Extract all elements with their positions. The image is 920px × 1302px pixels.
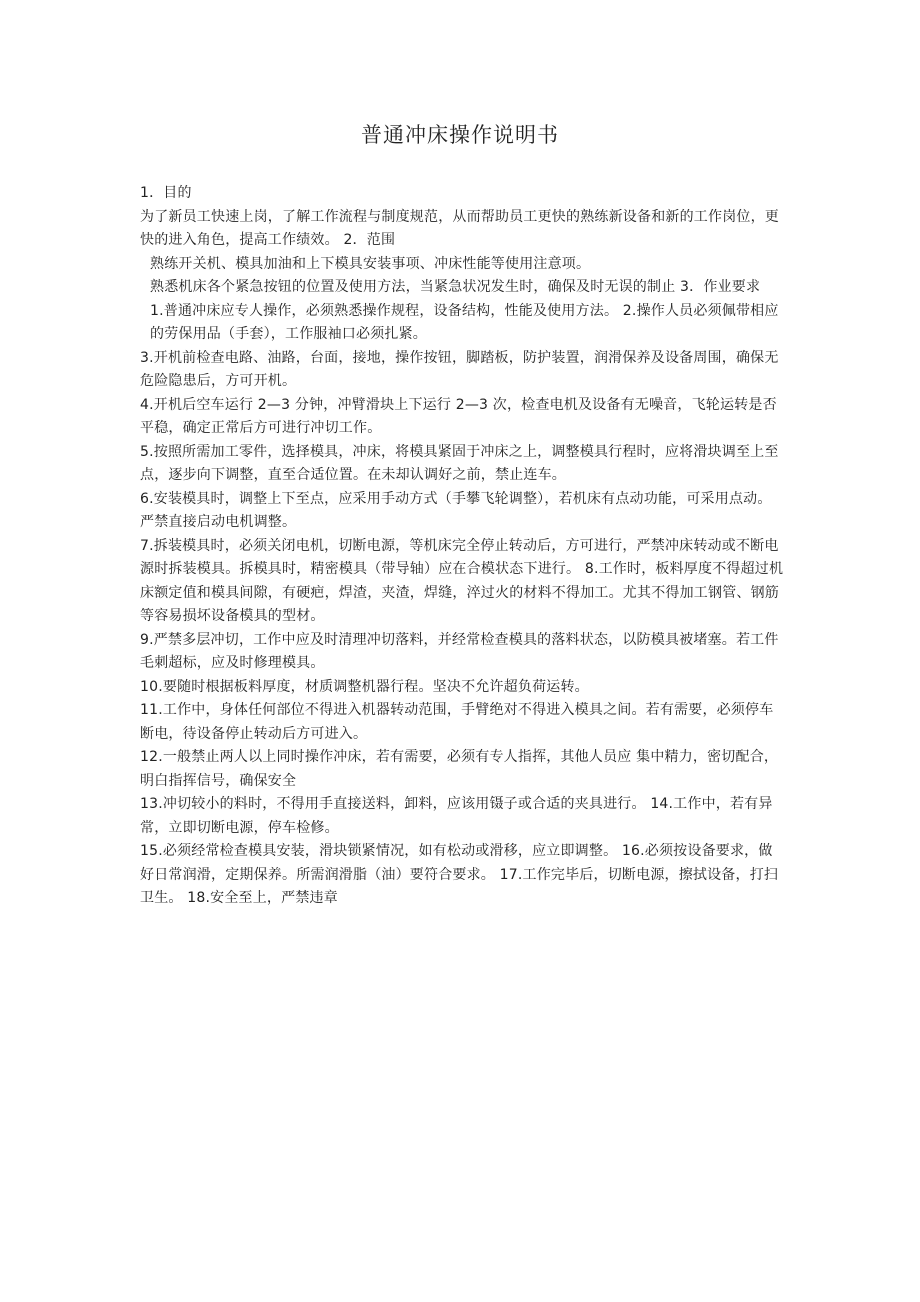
- document-body: [140, 182, 784, 911]
- paragraph-scope-2: 熟悉机床各个紧急按钮的位置及使用方法，当紧急状况发生时，确保及时无误的制止 3．作业要求: [150, 279, 761, 295]
- paragraph-requirement-5: 5.按照所需加工零件，选择模具，冲床，将模具紧固于冲床之上，调整模具行程时，应将滑块调至上至点，逐步向下调整，直至合适位置。在未却认调好之前，禁止连车。: [140, 443, 779, 483]
- paragraph-requirement-9: 9.严禁多层冲切，工作中应及时清理冲切落料，并经常检查模具的落料状态，以防模具被堵塞。若工件毛刺超标，应及时修理模具。: [140, 631, 779, 671]
- document-title: 普通冲床操作说明书: [361, 123, 559, 147]
- paragraph-requirement-4: 4.开机后空车运行 2—3 分钟，冲臂滑块上下运行 2—3 次，检查电机及设备有无噪音，飞轮运转是否平稳，确定正常后方可进行冲切工作。: [140, 396, 777, 436]
- paragraph-requirement-11: 11.工作中，身体任何部位不得进入机器转动范围，手臂绝对不得进入模具之间。若有需要，必须停车断电，待设备停止转动后方可进入。: [140, 702, 774, 742]
- paragraph-requirement-10: 10.要随时根据板料厚度，材质调整机器行程。坚决不允许超负荷运转。: [140, 678, 589, 695]
- paragraph-requirement-7-8: 7.拆装模具时，必须关闭电机，切断电源，等机床完全停止转动后，方可进行，严禁冲床转动或不断电源时拆装模具。拆模具时，精密模具（带导轴）应在合模状态下进行。 8.工作时，板料厚度不得超过机床额定值和模具间隙，有硬疤，焊渣，夹渣，焊缝，淬过火的材料不得加工。尤其不得加工钢管、钢筋等容易损坏设备模具的型材。: [140, 537, 784, 624]
- paragraph-requirement-12: 12.一般禁止两人以上同时操作冲床，若有需要，必须有专人指挥，其他人员应 集中精力，密切配合，明白指挥信号，确保安全: [140, 749, 779, 789]
- paragraph-requirement-3: 3.开机前检查电路、油路，台面，接地，操作按钮，脚踏板，防护装置，润滑保养及设备周围，确保无危险隐患后，方可开机。: [140, 349, 779, 389]
- paragraph-requirement-1-2: 1.普通冲床应专人操作，必须熟悉操作规程，设备结构，性能及使用方法。 2.操作人员必须佩带相应的劳保用品（手套），工作服袖口必须扎紧。: [150, 302, 779, 342]
- paragraph-requirement-15-18: 15.必须经常检查模具安装，滑块锁紧情况，如有松动或滑移，应立即调整。 16.必须按设备要求，做好日常润滑，定期保养。所需润滑脂（油）要符合要求。 17.工作完毕后，切断电源，擦拭设备，打扫卫生。 18.安全至上，严禁违章: [140, 843, 779, 906]
- paragraph-scope-1: 熟练开关机、模具加油和上下模具安装事项、冲床性能等使用注意项。: [150, 255, 591, 272]
- paragraph-purpose: 为了新员工快速上岗，了解工作流程与制度规范，从而帮助员工更快的熟练新设备和新的工作岗位，更快的进入角色，提高工作绩效。 2．范围: [140, 208, 779, 248]
- paragraph-requirement-13-14: 13.冲切较小的料时，不得用手直接送料，卸料，应该用镊子或合适的夹具进行。 14.工作中，若有异常，立即切断电源，停车检修。: [140, 796, 773, 836]
- section-heading-purpose: 1．目的: [140, 185, 192, 201]
- paragraph-requirement-6: 6.安装模具时，调整上下至点，应采用手动方式（手攀飞轮调整），若机床有点动功能，可采用点动。严禁直接启动电机调整。: [140, 490, 772, 530]
